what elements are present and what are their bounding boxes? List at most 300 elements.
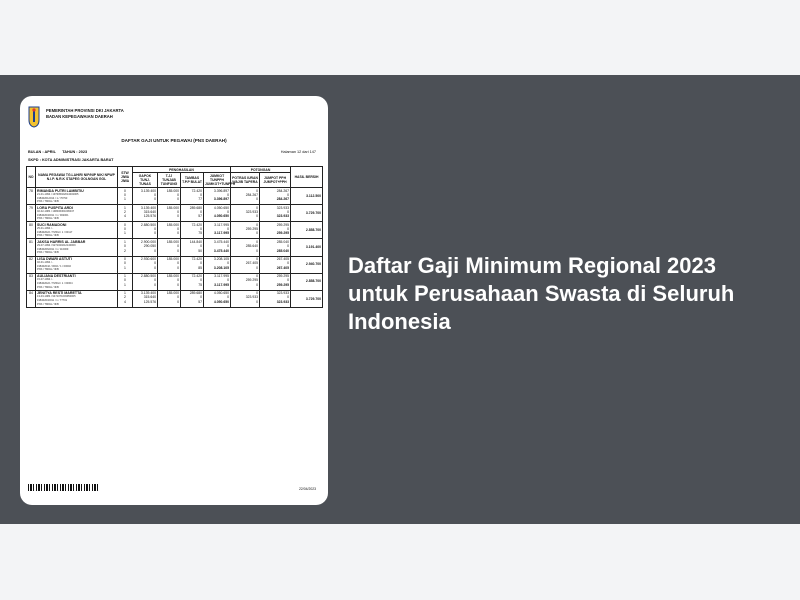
cell-line: 0 [154,278,156,283]
cell-line: 0 [256,248,258,253]
cell-line: 72.420 [191,274,202,279]
row-name [36,273,118,290]
cell-line: 78 [29,188,33,193]
cell-line: 0 [124,227,126,232]
dki-jakarta-emblem-icon [28,106,40,128]
row-jumkot [204,273,231,290]
col-group-potongan: POTONGAN [231,167,291,173]
cell-line: 4.050.650 [213,214,229,219]
cell-line: 259.295 [276,222,289,227]
cell-line: 259.295 [276,274,289,279]
cell-line: 0 [256,282,258,287]
row-potras [231,222,260,239]
cell-line: 0 [177,227,179,232]
cell-line: 0 [177,261,179,266]
cell-line: 0 [177,248,179,253]
cell-line: 3.139.400 [140,205,156,210]
cell-line: 185.000 [166,222,179,227]
cell-line: 0 [200,295,202,300]
cell-line: 259.295 [245,278,258,283]
cell-line: 77 [198,197,202,202]
cell-line: 1 [124,282,126,287]
cell-line: JENITYA RESTI MARETTA [37,291,82,296]
cell-line: 3.139.400 [140,291,156,296]
row-name [36,205,118,222]
cell-line: 15-07-1994 / - [37,278,54,282]
cell-line: 284.267 [276,188,289,193]
cell-line: 1 [124,239,126,244]
cell-line: 323.933 [276,299,289,304]
cell-line: 0 [124,257,126,261]
row-gapok [133,256,158,273]
salary-table [26,166,323,308]
cell-line: PNS / TMDH / III/B [37,234,59,238]
row-tunj [158,188,181,205]
row-gapok [133,273,158,290]
cell-line: 80 [29,222,33,227]
cell-line: 72.420 [191,257,202,261]
cell-line: 82 [29,257,33,261]
cell-line: 3.475.440 [213,248,229,253]
row-tambas [181,239,204,256]
table-row [27,205,323,222]
row-jumpot [260,205,291,222]
bottom-band [0,524,800,600]
cell-line: 2.940.700 [305,262,321,267]
cell-line: 285.040 [276,239,289,244]
org-line-2: BADAN KEPEGAWAIAN DAERAH [46,113,113,119]
row-name [36,256,118,273]
cell-line: 4.050.650 [213,205,229,210]
cell-line: 0 [256,257,258,261]
cell-line: 0 [154,231,156,236]
tahun-value: : 2023 [76,150,88,154]
row-net [291,205,323,222]
col-group-penghasilan: PENGHASILAN [133,167,231,173]
cell-line: 198402032011 / 1 / 77701 [37,299,68,303]
cell-line: 3.475.440 [213,239,229,244]
row-stw [118,239,133,256]
document-organization [46,108,124,119]
cell-line: 1 [124,291,126,296]
row-stw [118,188,133,205]
cell-line: 267.405 [276,265,289,270]
row-no [27,222,36,239]
cell-line: 0 [200,227,202,232]
cell-line: 72.420 [191,188,202,193]
col-no: NO [27,167,36,188]
row-tunj [158,256,181,273]
cell-line: 0 [256,299,258,304]
cell-line: 3.117.995 [214,282,229,287]
cell-line: LISA DWARI ASTUTI [37,257,72,261]
row-jumpot [260,273,291,290]
cell-line: 259.295 [276,231,289,236]
cell-line: 0 [177,214,179,219]
cell-line: 83 [29,274,33,279]
cell-line: 0 [256,188,258,193]
cell-line: 198402022 / TMDH / 1 / 00004 [37,281,73,285]
cell-line: 0 [154,227,156,232]
cell-line: PNS / TMDH / III/B [37,217,59,221]
print-date: 22/04/2023 [299,487,316,491]
cell-line: 1 [124,231,126,236]
cell-line: 285.040 [276,248,289,253]
cell-line: 0 [154,282,156,287]
cell-line: 259.295 [276,282,289,287]
col-name: NAMA PEGAWAI TG.LAHIR/ NIP/NIP NIK/ NPWP N.I.P. N.R.K STAPEG GOLNGAN GOL [36,167,118,188]
table-row [27,239,323,256]
cell-line: 185.000 [166,291,179,296]
cell-line: 259.295 [245,227,258,232]
tahun-label: TAHUN [62,150,76,154]
cell-line: PNS / TMDH / III/B [37,251,59,255]
cell-line: 3.208.105 [213,257,229,261]
cell-line: 2.880.500 [140,274,156,279]
cell-line: 0 [256,291,258,296]
cell-line: 1 [124,265,126,270]
row-net [291,256,323,273]
cell-line: 323.933 [276,214,289,219]
row-tambas [181,290,204,307]
cell-line: 284.267 [245,192,258,197]
cell-line: 144.840 [189,239,202,244]
skpd-value: : KOTA ADMINISTRASI JAKARTA BARAT [39,158,114,162]
cell-line: 57 [198,214,202,219]
row-no [27,256,36,273]
cell-line: 0 [124,261,126,266]
cell-line: 13-03-1984 / 9471071603950005 [37,295,76,299]
cell-line: 3.396.897 [213,197,229,202]
row-gapok [133,222,158,239]
row-name [36,290,118,307]
cell-line: PNS / TMDH / III/B [37,268,59,272]
row-jumkot [204,188,231,205]
cell-line: 0 [256,214,258,219]
skpd-label: SKPD [28,158,39,162]
cell-line: 0 [154,192,156,197]
cell-line: 72.420 [191,222,202,227]
cell-line: 0 [124,192,126,197]
row-tunj [158,239,181,256]
cell-line: 02-02-1984 / 198406301006047 [37,210,75,214]
cell-line: AULIANA DESTRIANTI [37,274,76,279]
cell-line: 0 [200,210,202,215]
cell-line: 0 [256,205,258,210]
row-jumpot [260,188,291,205]
cell-line: 0 [256,239,258,244]
cell-line: 50 [198,248,202,253]
col-stw: STW JIWA JIWA [118,167,133,188]
row-jumkot [204,205,231,222]
cell-line: 2 [124,248,126,253]
cell-line: 84 [29,291,33,296]
cell-line: 85 [198,265,202,270]
cell-line: 0 [227,192,229,197]
cell-line: 185.000 [166,274,179,279]
cell-line: 0 [124,244,126,249]
cell-line: 0 [227,227,229,232]
row-tambas [181,273,204,290]
cell-line: 0 [256,197,258,202]
cell-line: 0 [177,295,179,300]
cell-line: 0 [287,227,289,232]
cell-line: 0 [124,222,126,227]
cell-line: 0 [287,210,289,215]
cell-line: 25-01-1994 / - [37,227,54,231]
row-stw [118,290,133,307]
cell-line: 315.640 [143,295,156,300]
row-jumpot [260,290,291,307]
cell-line: 0 [256,265,258,270]
cell-line: 0 [227,278,229,283]
document-image-card [20,96,328,505]
cell-line: 0 [227,244,229,249]
row-jumkot [204,256,231,273]
row-gapok [133,239,158,256]
row-no [27,239,36,256]
row-stw [118,205,133,222]
cell-line: JAKSA HARRIS AL JABBAR [37,239,86,244]
row-net [291,239,323,256]
cell-line: PNS / TMDH / III/B [37,285,59,289]
cell-line: 3.117.995 [214,274,229,279]
cell-line: PNS / TMDH / III/B [37,200,59,204]
row-jumpot [260,239,291,256]
cell-line: 2.900.000 [140,239,156,244]
org-line-1: PEMERINTAH PROVINSI DKI JAKARTA [46,108,124,113]
cell-line: 0 [177,278,179,283]
row-jumkot [204,239,231,256]
cell-line: 3.112.500 [306,194,321,199]
cell-line: 323.933 [245,295,258,300]
row-tambas [181,205,204,222]
cell-line: 1 [124,205,126,210]
cell-line: 0 [256,222,258,227]
cell-line: 0 [287,261,289,266]
cell-line: 0 [256,231,258,236]
cell-line: 289.680 [189,291,202,296]
cell-line: 185.000 [166,239,179,244]
cell-line: 198402042 / 0002 / 1 / 00002 [37,264,71,268]
cell-line: 2.858.700 [305,279,321,284]
row-name [36,239,118,256]
cell-line: 0 [154,248,156,253]
cell-line: 1 [124,274,126,279]
row-jumpot [260,222,291,239]
row-potras [231,188,260,205]
col-potras: POTRAS IURAN WAJIB TAPERA [231,173,260,188]
cell-line: 198402062011 / 1 / 110009 [37,247,69,251]
cell-line: 2.880.500 [140,222,156,227]
row-net [291,290,323,307]
cell-line: 0 [177,299,179,304]
table-row [27,290,323,307]
cell-line: 2 [124,210,126,215]
cell-line: 315.640 [143,210,156,215]
bulan-value: : APRIL [42,150,56,154]
cell-line: 267.405 [245,261,258,266]
page-headline: Daftar Gaji Minimum Regional 2023 untuk Perusahaan Swasta di Seluruh Indonesia [348,253,735,334]
row-tunj [158,205,181,222]
bulan-label: BULAN [28,150,42,154]
row-no [27,205,36,222]
cell-line: 2.858.700 [305,228,321,233]
row-tambas [181,188,204,205]
salary-document [26,104,322,499]
cell-line: 2 [124,295,126,300]
cell-line: 0 [177,282,179,287]
table-row [27,188,323,205]
cell-line: 0 [200,192,202,197]
cell-line: 3.191.400 [305,245,321,250]
row-jumpot [260,256,291,273]
row-potras [231,290,260,307]
row-tunj [158,222,181,239]
row-no [27,273,36,290]
cell-line: 0 [124,278,126,283]
cell-line: 323.933 [276,205,289,210]
cell-line: 0 [124,188,126,193]
cell-line: RIMANDA PUTRI LAMBITIU [37,188,84,193]
cell-line: 79 [29,205,33,210]
cell-line: 289.680 [189,205,202,210]
cell-line: 0 [177,210,179,215]
col-tunj: T.JJ TUNJAB TUNFUNG [158,173,181,188]
cell-line: 4 [124,299,126,304]
cell-line: 198402022 / TMDH / 1 / 00117 [37,230,73,234]
cell-line: 0 [227,210,229,215]
row-name [36,188,118,205]
cell-line: 3.139.400 [140,188,156,193]
row-tambas [181,222,204,239]
row-tunj [158,290,181,307]
row-stw [118,222,133,239]
cell-line: 0 [177,197,179,202]
row-potras [231,239,260,256]
cell-line: 0 [177,265,179,270]
cell-line: 0 [177,231,179,236]
cell-line: 21-01-1994 / 197305022014032005 [37,192,79,196]
row-jumkot [204,222,231,239]
row-no [27,188,36,205]
page-info: Halaman 12 dari 147 [280,150,316,154]
col-gapok: GAPOK TUNJ. TUNAS [133,173,158,188]
cell-line: 75 [198,282,202,287]
cell-line: 1 [124,197,126,202]
row-jumkot [204,290,231,307]
cell-line: 125.576 [143,214,156,219]
cell-line: SUCI RAMADONI [37,222,67,227]
table-row [27,222,323,239]
col-tambas: TAMBAS T.P.P BULAT [181,173,204,188]
col-jumpot: JUMPOT PPH JUMPOT+PPH [260,173,291,188]
row-name [36,222,118,239]
row-stw [118,256,133,273]
row-tunj [158,273,181,290]
cell-line: 198402012014 / 1 / 70793 [37,196,68,200]
cell-line: 3.396.897 [213,188,229,193]
cell-line: 290.050 [143,244,156,249]
row-net [291,188,323,205]
cell-line: 0 [287,192,289,197]
row-potras [231,256,260,273]
cell-line: 0 [200,278,202,283]
cell-line: 0 [256,274,258,279]
cell-line: 3.208.105 [213,265,229,270]
cell-line: 323.933 [245,210,258,215]
cell-line: 0 [154,261,156,266]
cell-line: 185.000 [166,188,179,193]
col-hasil: HASIL BERSIH [291,167,323,188]
cell-line: 0 [287,295,289,300]
cell-line: 185.000 [166,205,179,210]
cell-line: 0 [177,244,179,249]
cell-line: 4.050.650 [213,299,229,304]
cell-line: 0 [154,265,156,270]
cell-line: 75 [198,231,202,236]
row-net [291,273,323,290]
table-row [27,256,323,273]
cell-line: 0 [154,197,156,202]
cell-line: 323.933 [276,291,289,296]
cell-line: 3.729.700 [305,296,321,301]
cell-line: 285.640 [245,244,258,249]
cell-line: 57 [198,299,202,304]
cell-line: 0 [227,295,229,300]
cell-line: 02-01-1994 / - [37,261,54,265]
row-gapok [133,205,158,222]
cell-line: 0 [200,244,202,249]
cell-line: 0 [177,192,179,197]
doc-meta-period [28,150,87,154]
cell-line: 0 [287,244,289,249]
document-title: DAFTAR GAJI UNTUK PEGAWAI (PNS DAERAH) [121,138,227,143]
row-net [291,222,323,239]
cell-line: PNS / TMDH / III/B [37,302,59,306]
cell-line: 3.117.995 [214,231,229,236]
cell-line: 198402032011 / 1 / 002001 [37,213,69,217]
cell-line: 185.000 [166,257,179,261]
cell-line: 2.930.600 [140,257,156,261]
doc-meta-skpd [28,158,113,162]
row-potras [231,273,260,290]
cell-line: 4.050.650 [213,291,229,296]
row-tambas [181,256,204,273]
top-band [0,0,800,75]
row-potras [231,205,260,222]
cell-line: 3.729.700 [305,211,321,216]
cell-line: 3.117.995 [214,222,229,227]
cell-line: 284.267 [276,197,289,202]
cell-line: 0 [200,261,202,266]
cell-line: 0 [287,278,289,283]
barcode-icon [28,484,98,491]
cell-line: 81 [29,239,33,244]
cell-line: 29-07-1994 / 9271020212140009 [37,244,76,248]
table-row [27,273,323,290]
cell-line: 4 [124,214,126,219]
col-jumkot: JUMKOT TUNPPH JUMKOT+TUNPPH [205,173,236,187]
salary-table-body [27,188,323,308]
cell-line: 267.405 [276,257,289,261]
cell-line: 125.576 [143,299,156,304]
row-gapok [133,188,158,205]
cell-line: LORA PUSPITA ARDI [37,205,73,210]
row-no [27,290,36,307]
row-stw [118,273,133,290]
cell-line: 0 [227,261,229,266]
